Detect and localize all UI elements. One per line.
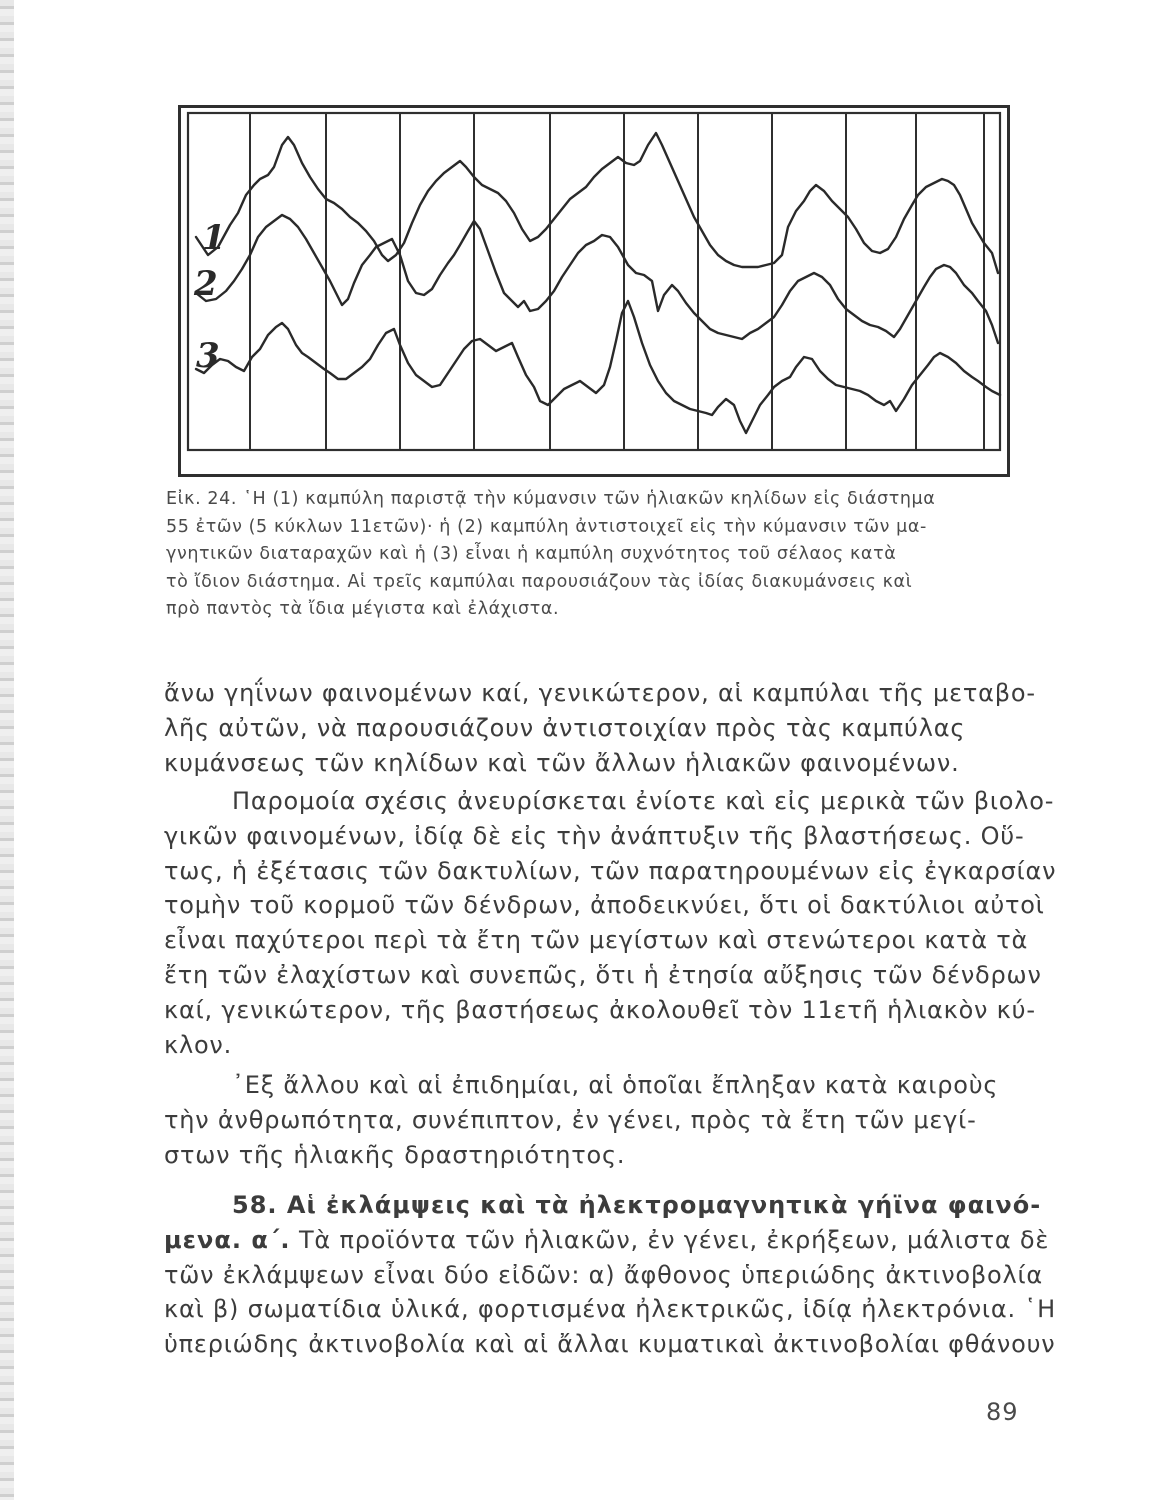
- caption-line: πρὸ παντὸς τὰ ἴδια μέγιστα καὶ ἐλάχιστα.: [166, 599, 560, 619]
- text-line: λῆς αὐτῶν, νὰ παρουσιάζουν ἀντιστοιχίαν πρὸς τὰς καμπύλας: [164, 713, 966, 742]
- text-line: τως, ἡ ἐξέτασις τῶν δακτυλίων, τῶν παρατηρουμένων εἰς ἐγκαρσίαν: [164, 856, 1057, 885]
- figure-inner-frame: [188, 113, 1000, 450]
- section-heading-line: [164, 1188, 1042, 1223]
- text-line: ᾿Εξ ἄλλου καὶ αἱ ἐπιδημίαι, αἱ ὁποῖαι ἔπληξαν κατὰ καιροὺς: [232, 1071, 999, 1099]
- section-number: 58: [232, 1191, 268, 1219]
- text-line: καί, γενικώτερον, τῆς βαστήσεως ἀκολουθεῖ τὸν 11ετῆ ἡλιακὸν κύ-: [164, 995, 1036, 1024]
- text-line: ἔτη τῶν ἐλαχίστων καὶ συνεπῶς, ὅτι ἡ ἐτησία αὔξησις τῶν δένδρων: [164, 960, 1042, 989]
- text-line: κλον.: [164, 1030, 233, 1059]
- text-line: ἄνω γηΐνων φαινομένων καί, γενικώτερον, αἱ καμπύλαι τῆς μεταβο-: [164, 679, 1036, 707]
- section-title-part1: . Αἱ ἐκλάμψεις καὶ τὰ ἠλεκτρομαγνητικὰ γήϊνα φαινό-: [267, 1191, 1042, 1219]
- section-heading-line: [164, 1223, 1050, 1258]
- section-text-start: Τὰ προϊόντα τῶν ἡλιακῶν, ἐν γένει, ἐκρήξεων, μάλιστα δὲ: [290, 1225, 1050, 1254]
- text-line: ὑπεριώδης ἀκτινοβολία καὶ αἱ ἄλλαι κυματικαὶ ἀκτινοβολίαι φθάνουν: [164, 1330, 1056, 1359]
- page-number: 89: [986, 1398, 1019, 1426]
- section-title-part2: μενα. α΄.: [164, 1225, 291, 1254]
- text-line: τομὴν τοῦ κορμοῦ τῶν δένδρων, ἀποδεικνύει, ὅτι οἱ δακτύλιοι αὐτοὶ: [164, 891, 1045, 920]
- text-line: Παρομοία σχέσις ἀνευρίσκεται ἐνίοτε καὶ εἰς μερικὰ τῶν βιολο-: [232, 787, 1055, 815]
- section-58: [164, 1188, 1056, 1362]
- text-line: καὶ β) σωματίδια ὑλικά, φορτισμένα ἠλεκτρικῶς, ἰδίᾳ ἠλεκτρόνια. ῾Η: [164, 1295, 1056, 1324]
- paragraph-1: [164, 676, 1036, 780]
- curve-label-2: 2: [194, 264, 218, 304]
- scanned-page-edge: [0, 0, 14, 1500]
- caption-line: 55 ἐτῶν (5 κύκλων 11ετῶν)· ἡ (2) καμπύλη ἀντιστοιχεῖ εἰς τὴν κύμανσιν τῶν μα-: [166, 516, 927, 537]
- curve-2-magnetic: [196, 215, 998, 343]
- caption-line: γνητικῶν διαταραχῶν καὶ ἡ (3) εἶναι ἡ καμπύλη συχνότητος τοῦ σέλαος κατὰ: [166, 544, 897, 564]
- text-line: τὴν ἀνθρωπότητα, συνέπιπτον, ἐν γένει, πρὸς τὰ ἔτη τῶν μεγί-: [164, 1105, 977, 1134]
- paragraph-2: [164, 784, 1057, 1062]
- text-line: τῶν ἐκλάμψεων εἶναι δύο εἰδῶν: α) ἄφθονος ὑπεριώδης ἀκτινοβολία: [164, 1260, 1044, 1289]
- curve-1-sunspots: [196, 133, 998, 273]
- curve-label-3: 3: [196, 336, 220, 376]
- curve-label-1: 1: [202, 218, 226, 258]
- text-line: εἶναι παχύτεροι περὶ τὰ ἔτη τῶν μεγίστων καὶ στενώτεροι κατὰ τὰ: [164, 926, 1029, 955]
- text-line: στων τῆς ἡλιακῆς δραστηριότητος.: [164, 1140, 626, 1169]
- text-line: γικῶν φαινομένων, ἰδίᾳ δὲ εἰς τὴν ἀνάπτυξιν τῆς βλαστήσεως. Οὕ-: [164, 821, 1025, 850]
- figure-frame: [180, 107, 1009, 476]
- paragraph-3: [164, 1068, 1030, 1172]
- figure-caption: [166, 486, 1024, 624]
- curve-3-aurora: [196, 301, 1000, 433]
- figure-24-sunspot-curves: [178, 105, 1010, 477]
- text-line: κυμάνσεως τῶν κηλίδων καὶ τῶν ἄλλων ἡλιακῶν φαινομένων.: [164, 748, 960, 777]
- caption-line: Εἰκ. 24. ῾Η (1) καμπύλη παριστᾷ τὴν κύμανσιν τῶν ἡλιακῶν κηλίδων εἰς διάστημα: [166, 489, 936, 509]
- caption-line: τὸ ἴδιον διάστημα. Αἱ τρεῖς καμπύλαι παρουσιάζουν τὰς ἰδίας διακυμάνσεις καὶ: [166, 571, 913, 592]
